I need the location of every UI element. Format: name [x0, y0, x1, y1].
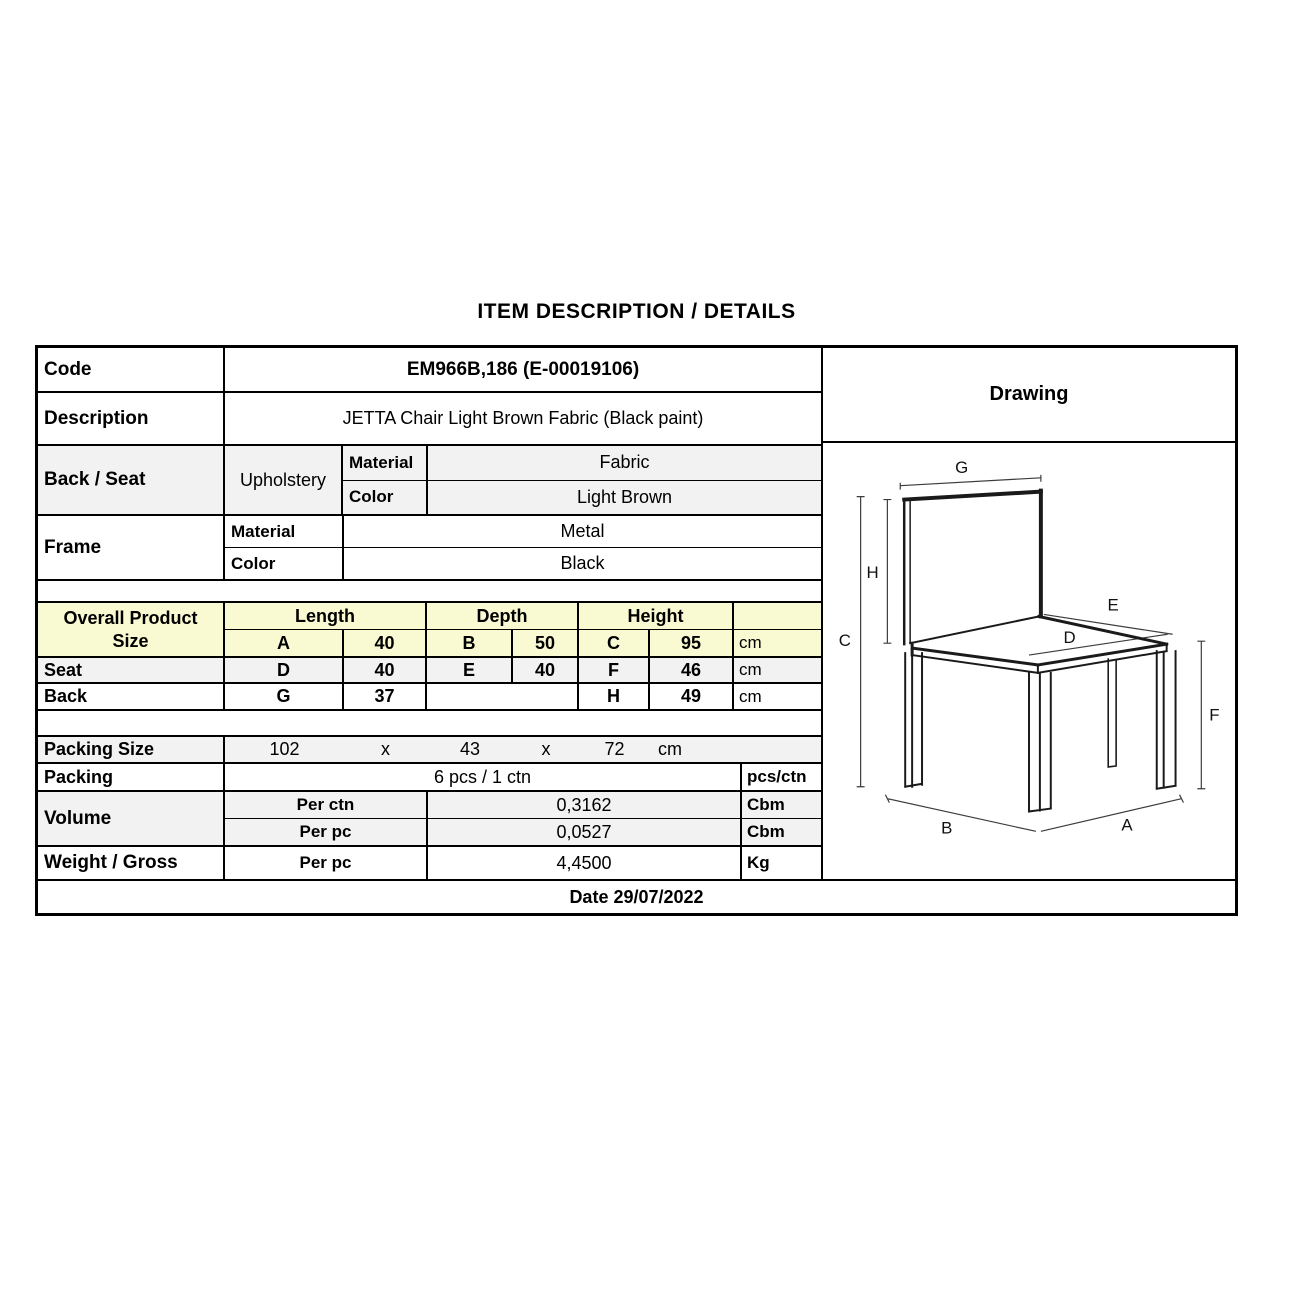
dim-e-value: 40: [513, 658, 579, 682]
code-label: Code: [38, 348, 225, 391]
details-table: [38, 348, 823, 879]
frame-label: Frame: [38, 516, 225, 579]
dim-label-f: F: [1209, 705, 1220, 725]
dim-b-letter: B: [427, 630, 513, 656]
seat-row: [38, 658, 821, 684]
overall-size-section: [38, 603, 821, 658]
dim-d-letter: D: [225, 658, 344, 682]
drawing-area: [823, 443, 1235, 879]
frame-material-row: [225, 516, 821, 548]
frame-color-label: Color: [225, 548, 344, 579]
spacer-row: [38, 711, 821, 737]
packing-size-unit: cm: [658, 739, 682, 759]
material-value: Fabric: [599, 452, 650, 473]
packing-value: 6 pcs / 1 ctn: [225, 764, 742, 790]
back-unit: cm: [739, 686, 762, 706]
dim-label-g: G: [955, 457, 969, 477]
per-pc-unit: Cbm: [747, 822, 785, 841]
weight-label: Weight / Gross: [38, 847, 225, 879]
size-header-row: [225, 603, 821, 630]
per-pc-value: 0,0527: [428, 819, 742, 845]
spec-table: [35, 345, 1238, 916]
color-label: Color: [343, 481, 428, 515]
dim-label-a: A: [1121, 815, 1133, 835]
dim-label-b: B: [941, 818, 953, 838]
chair-outline: [904, 491, 1175, 812]
dim-h-value: 49: [650, 684, 734, 709]
date-text: Date 29/07/2022: [569, 886, 704, 907]
dim-c-value: 95: [650, 630, 734, 656]
description-row: [38, 393, 821, 446]
dim-a-value: 40: [344, 630, 427, 656]
frame-material-label: Material: [225, 516, 344, 547]
size-unit: cm: [739, 633, 762, 652]
packing-label: Packing: [38, 764, 225, 790]
volume-per-pc-row: [225, 819, 821, 845]
drawing-panel: [823, 348, 1235, 879]
dim-h-letter: H: [579, 684, 650, 709]
dim-b-value: 50: [513, 630, 579, 656]
code-row: [38, 348, 821, 393]
dim-f-value: 46: [650, 658, 734, 682]
weight-row: [38, 847, 821, 879]
frame-section: [38, 516, 821, 581]
back-seat-section: [38, 446, 821, 516]
per-ctn-unit: Cbm: [747, 795, 785, 814]
dim-e-letter: E: [427, 658, 513, 682]
upholstery-label: Upholstery: [225, 446, 343, 514]
size-values-row: [225, 630, 821, 656]
dim-label-c: C: [838, 631, 851, 651]
packing-size-x2: x: [541, 739, 551, 759]
length-header: Length: [225, 603, 427, 629]
frame-color-value: Black: [560, 553, 605, 573]
dim-g-letter: G: [225, 684, 344, 709]
frame-material-value: Metal: [560, 521, 605, 541]
depth-header: Depth: [427, 603, 579, 629]
per-ctn-value: 0,3162: [428, 792, 742, 818]
drawing-header: Drawing: [823, 348, 1235, 443]
packing-size-row: [38, 737, 821, 764]
back-row: [38, 684, 821, 711]
dim-label-h: H: [866, 562, 879, 582]
seat-unit: cm: [739, 660, 762, 679]
date-row: [38, 879, 1235, 913]
overall-size-label-line2: Size: [112, 630, 149, 651]
frame-color-row: [225, 548, 821, 579]
packing-row: [38, 764, 821, 792]
dim-g-value: 37: [344, 684, 427, 709]
upholstery-material-row: [343, 446, 821, 481]
color-value: Light Brown: [576, 486, 673, 507]
packing-size-values: [225, 737, 821, 762]
volume-per-ctn-row: [225, 792, 821, 819]
size-header-unit-cell: [734, 603, 821, 629]
dim-label-e: E: [1107, 595, 1119, 615]
height-header: Height: [579, 603, 734, 629]
back-seat-label: Back / Seat: [38, 446, 225, 514]
weight-per-label: Per pc: [225, 847, 428, 879]
back-label: Back: [38, 684, 225, 709]
volume-label: Volume: [38, 792, 225, 845]
upholstery-color-row: [343, 481, 821, 515]
weight-unit: Kg: [747, 853, 770, 872]
packing-size-x1: x: [381, 739, 390, 759]
weight-value: 4,4500: [428, 847, 742, 879]
packing-size-v2: 43: [459, 739, 481, 759]
packing-size-label: Packing Size: [38, 737, 225, 762]
spacer-row: [38, 581, 821, 603]
overall-size-label: [38, 603, 225, 656]
description-value: JETTA Chair Light Brown Fabric (Black paint): [342, 408, 704, 428]
page-title: ITEM DESCRIPTION / DETAILS: [477, 300, 796, 323]
dim-label-d: D: [1063, 628, 1076, 648]
dim-d-value: 40: [344, 658, 427, 682]
description-label: Description: [38, 393, 225, 444]
packing-unit: pcs/ctn: [747, 767, 807, 786]
code-value: EM966B,186 (E-00019106): [406, 358, 640, 380]
seat-label: Seat: [38, 658, 225, 682]
packing-size-v3: 72: [604, 739, 625, 759]
overall-size-label-line1: Overall Product: [63, 608, 198, 628]
per-ctn-label: Per ctn: [225, 792, 428, 818]
dim-c-letter: C: [579, 630, 650, 656]
per-pc-label: Per pc: [225, 819, 428, 845]
packing-size-v1: 102: [269, 739, 300, 759]
volume-section: [38, 792, 821, 847]
dim-a-letter: A: [225, 630, 344, 656]
chair-drawing: [823, 443, 1233, 879]
back-empty-cell: [427, 684, 579, 709]
dim-f-letter: F: [579, 658, 650, 682]
material-label: Material: [343, 446, 428, 480]
